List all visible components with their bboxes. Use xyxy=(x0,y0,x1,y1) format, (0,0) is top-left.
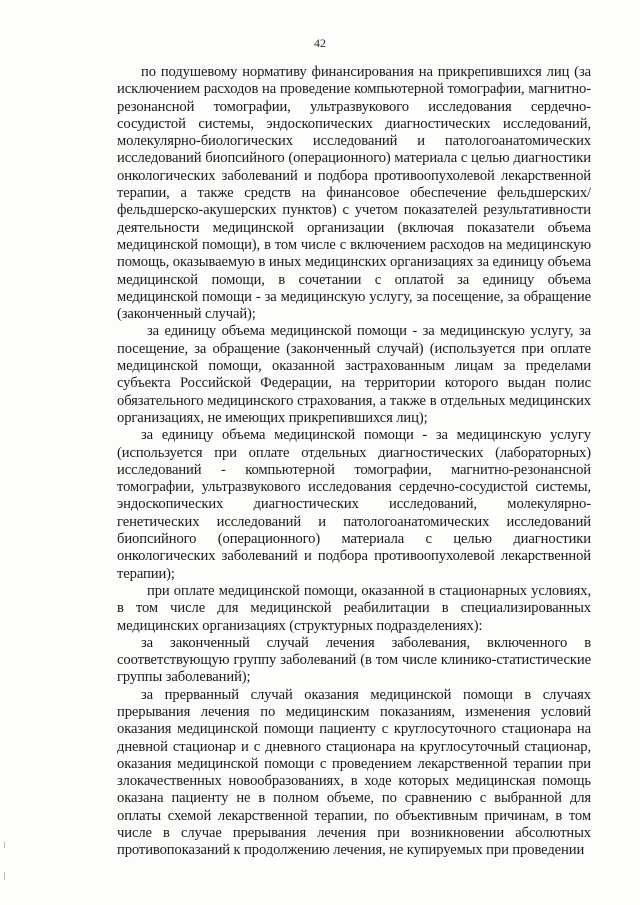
page-number: 42 xyxy=(314,36,326,50)
paragraph-capitation-payment: по подушевому нормативу финансирования на прикрепившихся лиц (за исключением расходов на проведение компьютерной томографии, магнитно-резонансной томографии, ультразвукового исследования сердечно-сосудистой системы, эндоскопических диагностических исследований, молекулярно-биологических исследований и патологоанатомических исследований биопсийного (операционного) материала с целью диагностики онкологических заболеваний и подбора противоопухолевой лекарственной терапии, а также средств на финансовое обеспечение фельдшерских/фельдшерско-акушерских пунктов) с учетом показателей результативности деятельности медицинской организации (включая показатели объема медицинской помощи), в том числе с включением расходов на медицинскую помощь, оказываемую в иных медицинских организациях за единицу объема медицинской помощи, в сочетании с оплатой за единицу объема медицинской помощи - за медицинскую услугу, за посещение, за обращение (законченный случай); xyxy=(117,64,591,323)
document-body xyxy=(117,64,591,860)
paragraph-completed-case: за законченный случай лечения заболевания, включенного в соответствующую группу заболеваний (в том числе клинико-статистические группы заболеваний); xyxy=(117,634,591,686)
scan-edge-mark xyxy=(4,872,5,880)
paragraph-medical-service-payment: за единицу объема медицинской помощи - за медицинскую услугу (используется при оплате отдельных диагностических (лабораторных) исследований - компьютерной томографии, магнитно-резонансной томографии, ультразвукового исследования сердечно-сосудистой системы, эндоскопических диагностических исследований, молекулярно-генетических исследований и патологоанатомических исследований биопсийного (операционного) материала с целью диагностики онкологических заболеваний и подбора противоопухолевой лекарственной терапии); xyxy=(117,427,591,582)
paragraph-unit-volume-payment: за единицу объема медицинской помощи - за медицинскую услугу, за посещение, за обращение (законченный случай) (используется при оплате медицинской помощи, оказанной застрахованным лицам за пределами субъекта Российской Федерации, на территории которого выдан полис обязательного медицинского страхования, а также в отдельных медицинских организациях, не имеющих прикрепившихся лиц); xyxy=(117,323,591,426)
paragraph-inpatient-payment: при оплате медицинской помощи, оказанной в стационарных условиях, в том числе для медицинской реабилитации в специализированных медицинских организациях (структурных подразделениях): xyxy=(117,582,591,634)
scan-edge-mark xyxy=(4,842,5,848)
paragraph-interrupted-case: за прерванный случай оказания медицинской помощи в случаях прерывания лечения по медицинским показаниям, изменения условий оказания медицинской помощи пациенту с круглосуточного стационара на дневной стационар и с дневного стационара на круглосуточный стационар, оказания медицинской помощи с проведением лекарственной терапии при злокачественных новообразованиях, в ходе которых медицинская помощь оказана пациенту не в полном объеме, по сравнению с выбранной для оплаты схемой лекарственной терапии, по объективным причинам, в том числе в случае прерывания лечения при возникновении абсолютных противопоказаний к продолжению лечения, не купируемых при проведении xyxy=(117,686,591,859)
